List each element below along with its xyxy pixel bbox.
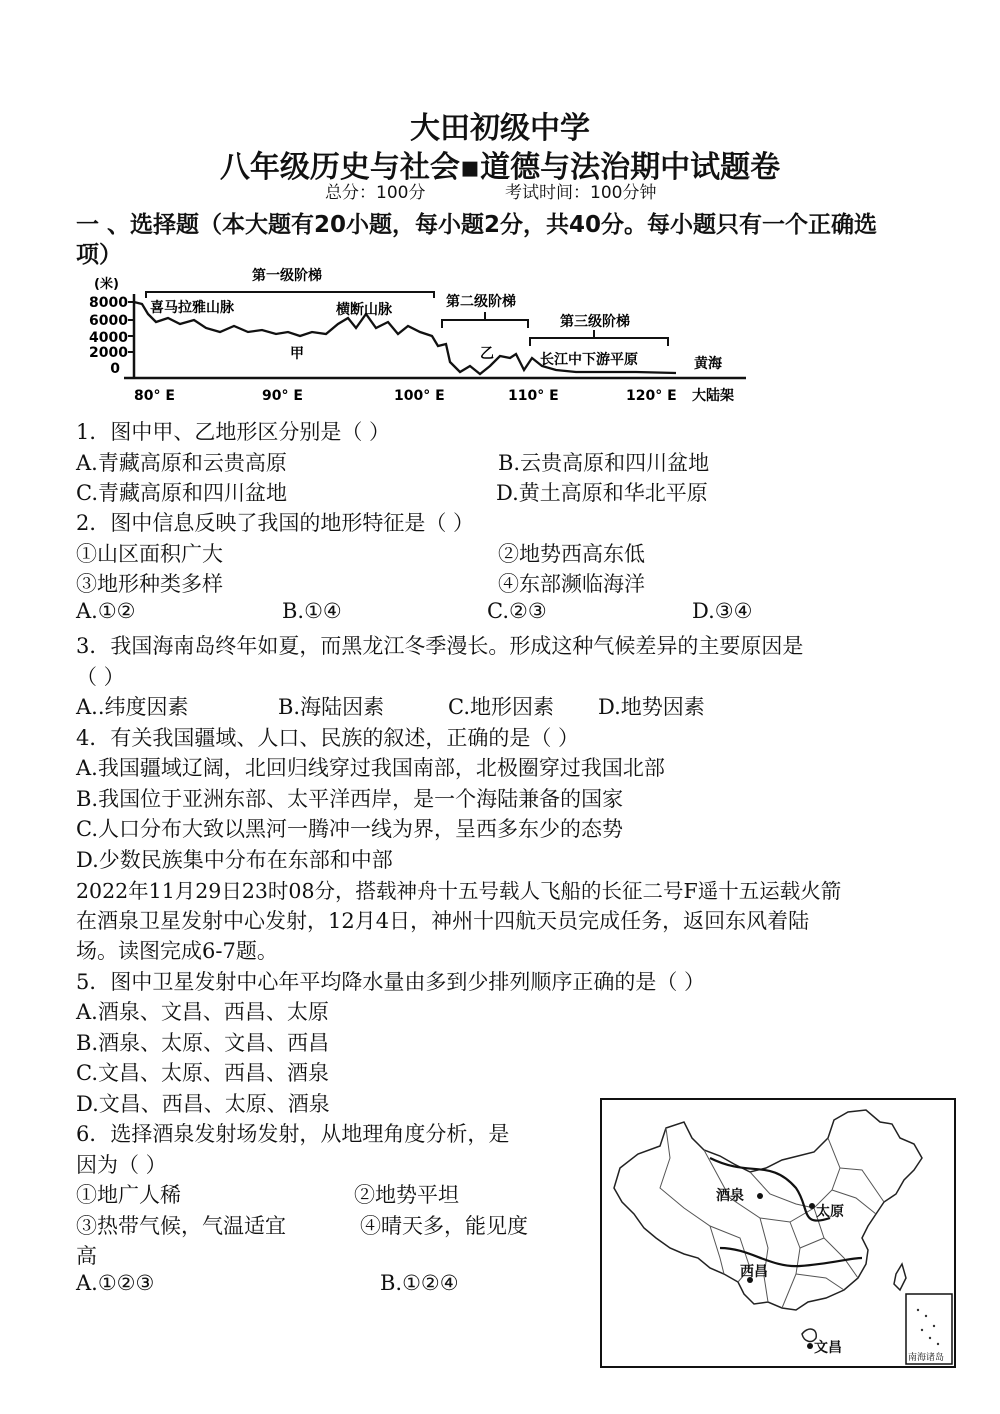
q3-option-d: D.地势因素	[598, 695, 705, 719]
wenchang-label: 文昌	[814, 1340, 842, 1356]
hengduan-label: 横断山脉	[336, 302, 392, 318]
q6-option-b: B.①②④	[380, 1271, 459, 1295]
step2-label: 第二级阶梯	[446, 294, 516, 310]
q6-stem-cont: 因为（ ）	[76, 1153, 167, 1177]
q5-option-c: C.文昌、太原、西昌、酒泉	[76, 1061, 329, 1085]
y-tick: 6000	[89, 313, 128, 329]
x-tick: 110° E	[508, 388, 559, 404]
q6-statement-4-cont: 高	[76, 1244, 97, 1268]
jiuquan-label: 酒泉	[716, 1188, 744, 1204]
q1-option-c: C.青藏高原和四川盆地	[76, 481, 287, 505]
q3-option-a: A..纬度因素	[76, 695, 189, 719]
q5-option-a: A.酒泉、文昌、西昌、太原	[76, 1000, 329, 1024]
total-score: 总分：100分	[325, 183, 426, 203]
section-heading-cont: 项）	[76, 242, 122, 268]
q6-statement-4: ④晴天多，能见度	[360, 1214, 528, 1238]
wenchang-dot	[807, 1343, 813, 1349]
yellow-sea-label: 黄海	[694, 356, 722, 372]
shelf-label: 大陆架	[692, 388, 734, 404]
q2-statement-2: ②地势西高东低	[498, 542, 645, 566]
q2-stem: 2．图中信息反映了我国的地形特征是（ ）	[76, 511, 475, 535]
y-tick: 0	[110, 361, 120, 377]
jiuquan-dot	[757, 1193, 763, 1199]
q1-option-d: D.黄土高原和华北平原	[496, 481, 708, 505]
taiyuan-dot	[809, 1203, 815, 1209]
y-tick: 4000	[89, 330, 128, 346]
q6-stem: 6．选择酒泉发射场发射，从地理角度分析，是	[76, 1122, 510, 1146]
step3-label: 第三级阶梯	[560, 314, 630, 330]
q4-stem: 4．有关我国疆域、人口、民族的叙述，正确的是（ ）	[76, 726, 580, 750]
step1-bracket	[146, 292, 434, 298]
passage-line-3: 场。读图完成6-7题。	[76, 939, 278, 963]
y-tick: 8000	[89, 295, 128, 311]
q5-stem: 5．图中卫星发射中心年平均降水量由多到少排列顺序正确的是（ ）	[76, 970, 706, 994]
x-tick: 120° E	[626, 388, 677, 404]
q6-option-a: A.①②③	[76, 1271, 155, 1295]
q4-option-d: D.少数民族集中分布在东部和中部	[76, 848, 393, 872]
q4-option-c: C.人口分布大致以黑河一腾冲一线为界，呈西多东少的态势	[76, 817, 623, 841]
q3-paren: （ ）	[76, 665, 125, 689]
step2-bracket	[442, 312, 528, 328]
q4-option-b: B.我国位于亚洲东部、太平洋西岸，是一个海陆兼备的国家	[76, 787, 624, 811]
q2-statement-1: ①山区面积广大	[76, 542, 223, 566]
taiyuan-label: 太原	[816, 1204, 844, 1220]
q2-option-d: D.③④	[692, 599, 753, 623]
q2-option-b: B.①④	[282, 599, 342, 623]
q6-statement-1: ①地广人稀	[76, 1183, 181, 1207]
x-tick: 90° E	[262, 388, 303, 404]
exam-time: 考试时间：100分钟	[505, 183, 657, 203]
south-sea-label: 南海诸岛	[908, 1353, 945, 1363]
q6-statement-3: ③热带气候，气温适宜	[76, 1214, 286, 1238]
step3-bracket	[530, 330, 668, 346]
jia-label: 甲	[290, 346, 304, 362]
yangtze-plain-label: 长江中下游平原	[540, 352, 638, 368]
q3-option-b: B.海陆因素	[278, 695, 385, 719]
q2-statement-3: ③地形种类多样	[76, 572, 223, 596]
q3-option-c: C.地形因素	[448, 695, 554, 719]
q2-option-a: A.①②	[76, 599, 136, 623]
school-name: 大田初级中学	[410, 111, 590, 146]
q1-stem: 1．图中甲、乙地形区分别是（ ）	[76, 420, 391, 444]
himalaya-label: 喜马拉雅山脉	[150, 300, 234, 316]
q1-option-a: A.青藏高原和云贵高原	[76, 451, 287, 475]
q3-stem: 3．我国海南岛终年如夏，而黑龙江冬季漫长。形成这种气候差异的主要原因是	[76, 634, 804, 658]
passage-line-2: 在酒泉卫星发射中心发射，12月4日，神州十四航天员完成任务，返回东风着陆	[76, 909, 810, 933]
x-tick: 80° E	[134, 388, 175, 404]
yi-label: 乙	[480, 346, 494, 362]
unit-label: (米)	[94, 277, 119, 292]
q5-option-b: B.酒泉、太原、文昌、西昌	[76, 1031, 330, 1055]
exam-title: 八年级历史与社会▪道德与法治期中试题卷	[219, 150, 781, 185]
china-map	[600, 1098, 956, 1368]
q6-statement-2: ②地势平坦	[354, 1183, 459, 1207]
terrain-profile-chart	[76, 262, 766, 412]
q5-option-d: D.文昌、西昌、太原、酒泉	[76, 1092, 330, 1116]
x-tick: 100° E	[394, 388, 445, 404]
passage-line-1: 2022年11月29日23时08分，搭载神舟十五号载人飞船的长征二号F遥十五运载火箭	[76, 879, 842, 903]
q4-option-a: A.我国疆域辽阔，北回归线穿过我国南部，北极圈穿过我国北部	[76, 756, 665, 780]
step1-label: 第一级阶梯	[252, 268, 322, 284]
xichang-label: 西昌	[740, 1264, 768, 1280]
q1-option-b: B.云贵高原和四川盆地	[498, 451, 710, 475]
q2-statement-4: ④东部濒临海洋	[498, 572, 645, 596]
section-heading: 一 、选择题（本大题有20小题，每小题2分，共40分。每小题只有一个正确选	[76, 212, 878, 238]
y-tick: 2000	[89, 345, 128, 361]
q2-option-c: C.②③	[487, 599, 547, 623]
